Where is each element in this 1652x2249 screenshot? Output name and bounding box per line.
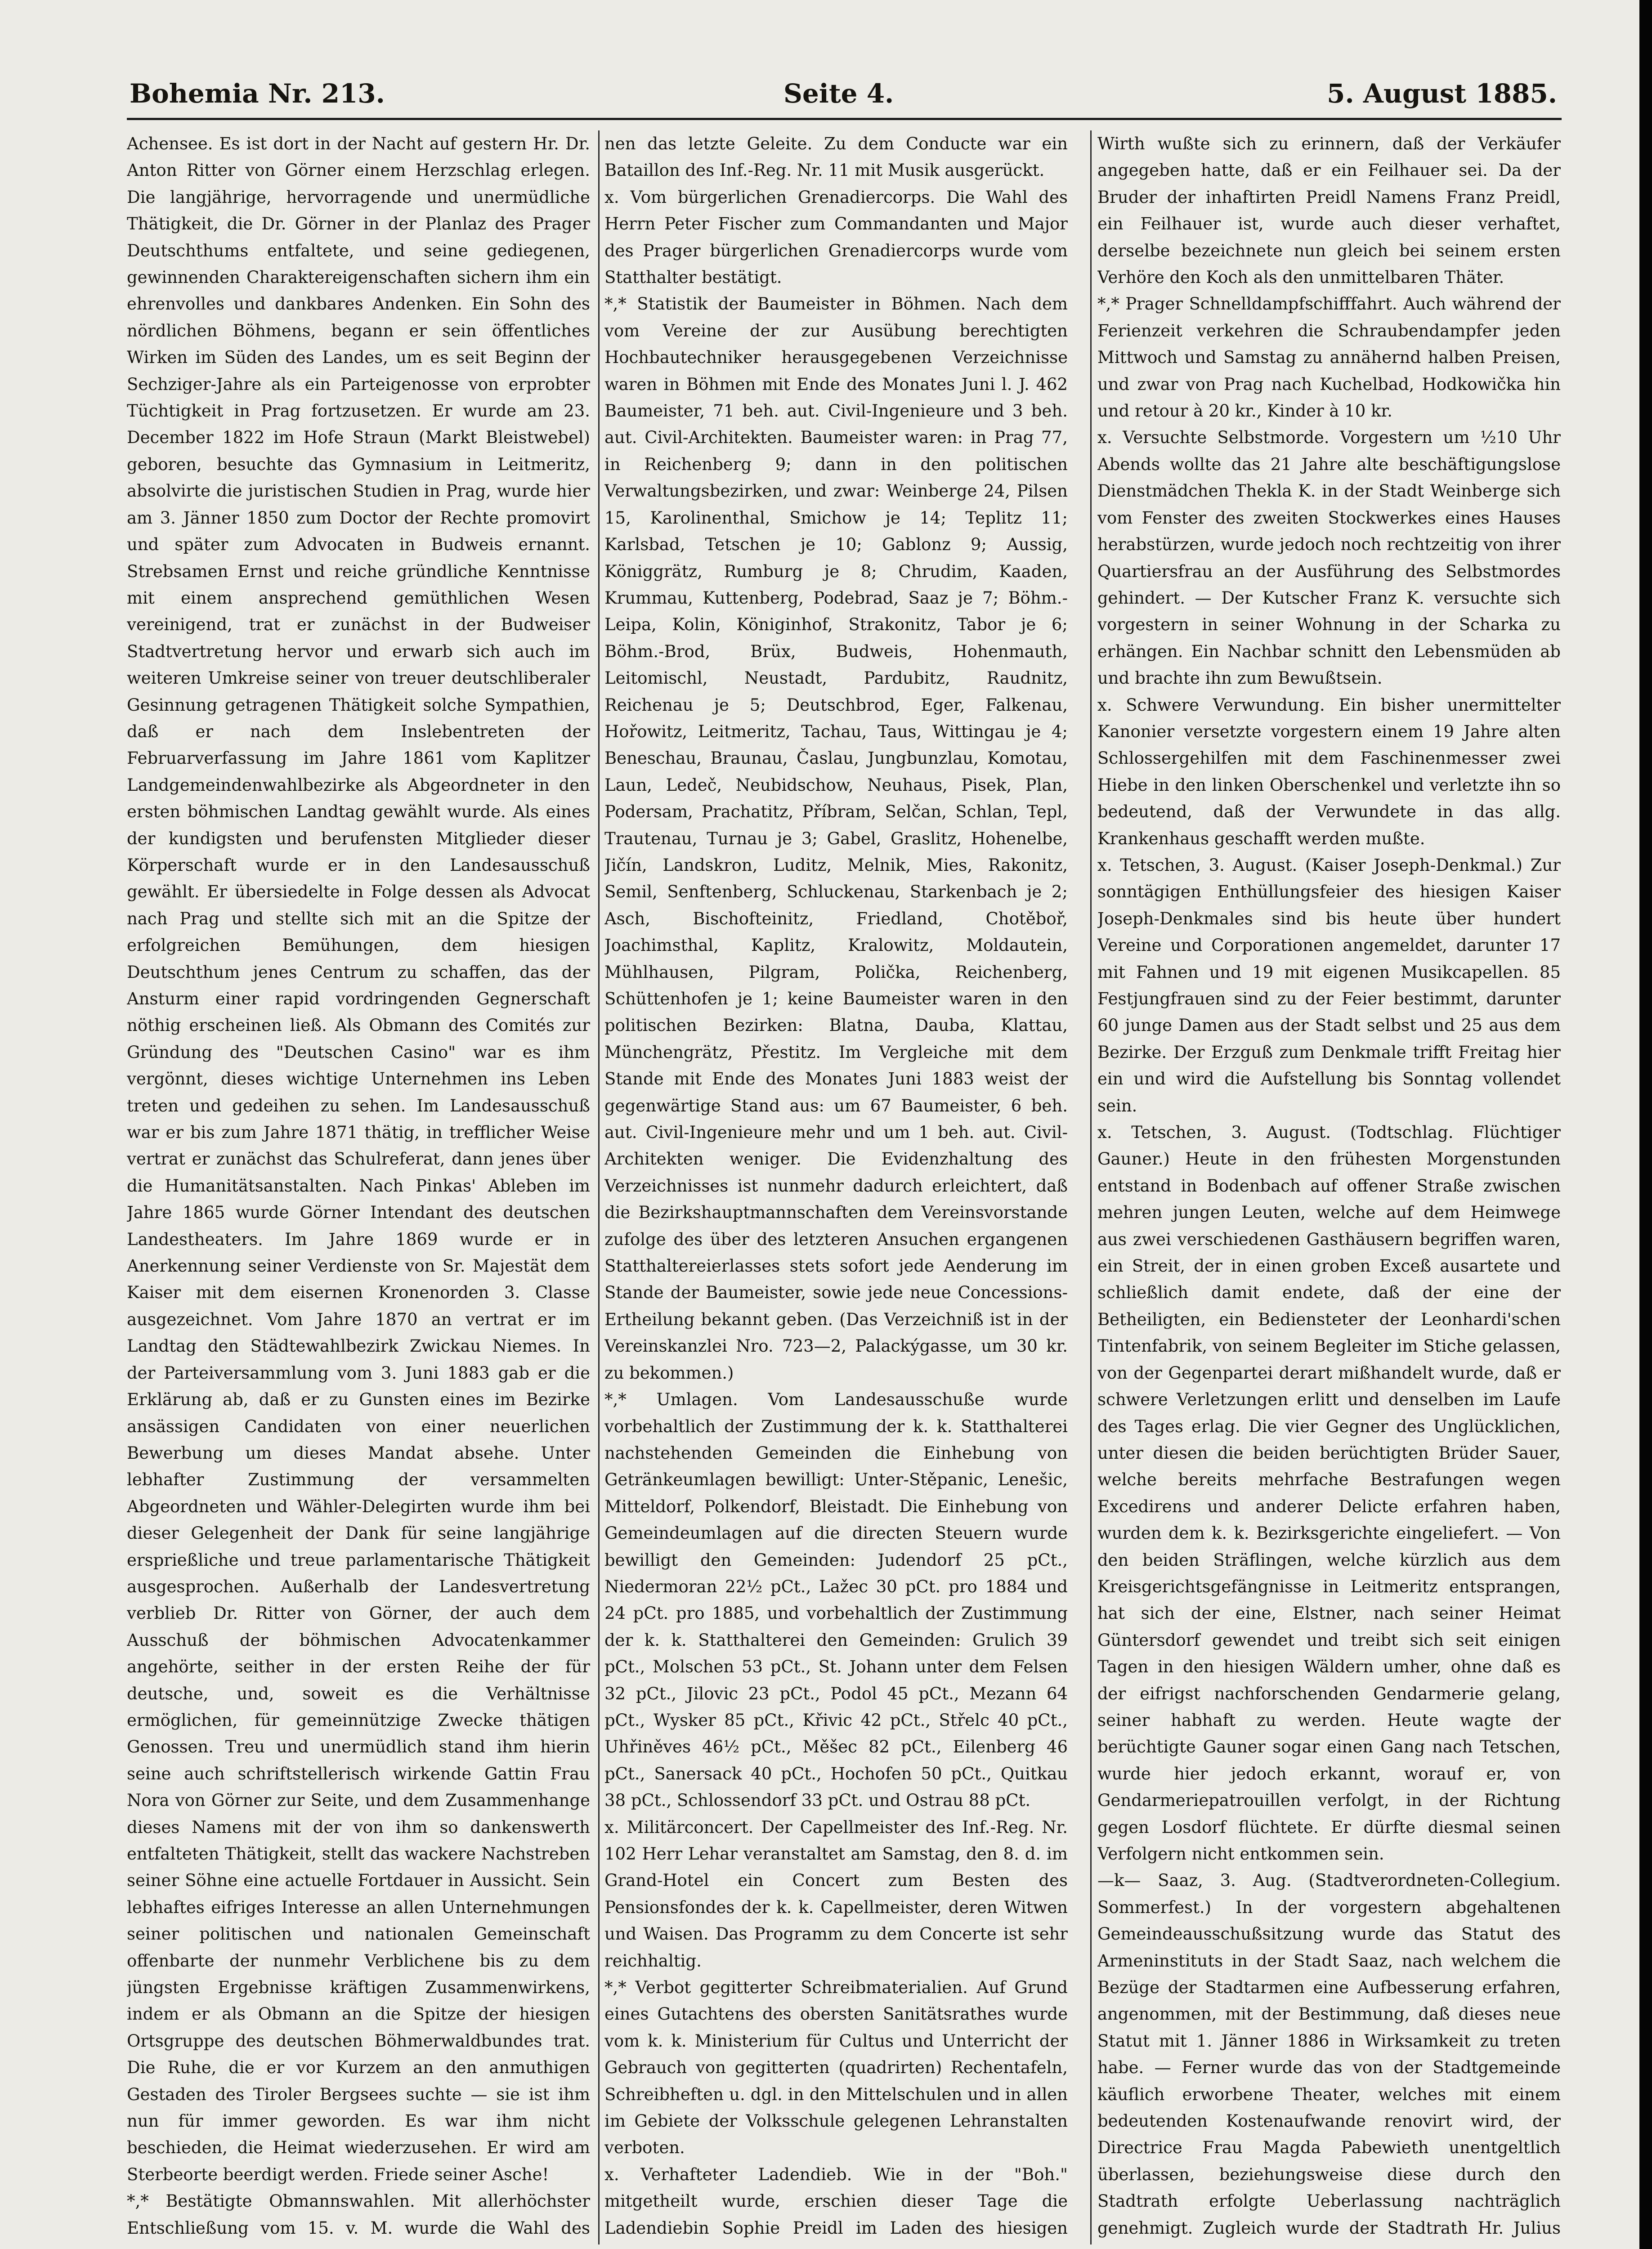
article-ladendieb-cont: Wirth wußte sich zu erinnern, daß der Verkäufer angegeben hatte, daß er ein Feilhauer sei. Da der Bruder der inhaftirten Preidl Namens Franz Preidl, ein Feilhauer ist, wurde auch dieser verhaftet, derselbe bezeichnete nun gleich bei seinem ersten Verhöre den Koch als den unmittelbaren Thäter.: [1097, 134, 1561, 287]
article-verwundung: x. Schwere Verwundung. Ein bisher unermittelter Kanonier versetzte vorgestern einem 19 Jahre alten Schlossergehilfen mit dem Faschinenmesser zwei Hiebe in den linken Oberschenkel und verletzte ihn so bedeutend, daß der Verwundete in das allg. Krankenhaus geschafft werden mußte.: [1097, 695, 1561, 848]
article-ladendieb: x. Verhafteter Ladendieb. Wie in der "Boh." mitgetheilt wurde, erschien dieser Tage die Ladendiebin Sophie Preidl im Laden des hiesigen: [604, 2164, 1068, 2238]
article-saaz: —k— Saaz, 3. Aug. (Stadtverordneten-Collegium. Sommerfest.) In der vorgestern abgehaltenen Gemeindeausschußsitzung wurde das Statut des Armeninstituts in der Stadt Saaz, nach welchem die Bezüge der Stadtarmen eine Aufbesserung erfahren, angenommen, mit der Bestimmung, daß dieses neue Statut mit 1. Jänner 1886 in Wirksamkeit zu treten habe. — Ferner wurde das von der Stadtgemeinde käuflich erworbene Theater, welches mit einem bedeutenden Kostenaufwande renovirt wird, der Directrice Frau Magda Pabewieth unentgeltlich überlassen, beziehungsweise diese durch den Stadtrath erfolgte Ueberlassung nachträglich genehmigt. Zugleich wurde der Stadtrath Hr. Julius: [1097, 1871, 1561, 2238]
header-rule: [127, 118, 1562, 120]
column-3: [1097, 130, 1561, 2245]
column-divider: [1090, 130, 1092, 2245]
article-obmannswahlen: *,* Bestätigte Obmannswahlen. Mit allerhöchster Entschließung vom 15. v. M. wurde die Wahl des: [127, 2191, 590, 2238]
issue-date: 5. August 1885.: [1327, 78, 1557, 109]
article-militaerconcert: x. Militärconcert. Der Capellmeister des Inf.-Reg. Nr. 102 Herr Lehar veranstaltet am Samstag, den 8. d. im Grand-Hotel ein Concert zum Besten des Pensionsfondes der k. k. Capellmeister, deren Witwen und Waisen. Das Programm zu dem Concerte ist sehr reichhaltig.: [604, 1817, 1068, 1971]
column-1: [127, 130, 590, 2245]
article-selbstmorde: x. Versuchte Selbstmorde. Vorgestern um ½10 Uhr Abends wollte das 21 Jahre alte beschäftigungslose Dienstmädchen Thekla K. in der Stadt Weinberge sich vom Fenster des zweiten Stockwerkes eines Hauses herabstürzen, wurde jedoch noch rechtzeitig von ihrer Quartiersfrau an der Ausführung des Selbstmordes gehindert. — Der Kutscher Franz K. versuchte sich vorgestern in seiner Wohnung in der Scharka zu erhängen. Ein Nachbar schnitt den Lebensmüden ab und brachte ihn zum Bewußtsein.: [1097, 428, 1561, 688]
article-schreibmaterialien: *,* Verbot gegitterter Schreibmaterialien. Auf Grund eines Gutachtens des obersten Sanitätsrathes wurde vom k. k. Ministerium für Cultus und Unterricht der Gebrauch von gegitterten (quadrirten) Rechentafeln, Schreibheften u. dgl. in den Mittelschulen und in allen im Gebiete der Volksschule gelegenen Lehranstalten verboten.: [604, 1978, 1068, 2158]
page-edge-border: [1639, 0, 1652, 2249]
article-tetschen-denkmal: x. Tetschen, 3. August. (Kaiser Joseph-Denkmal.) Zur sonntägigen Enthüllungsfeier des hiesigen Kaiser Joseph-Denkmales sind bis heute über hundert Vereine und Corporationen angemeldet, darunter 17 mit Fahnen und 19 mit eigenen Musikcapellen. 85 Festjungfrauen sind zu der Feier bestimmt, darunter 60 junge Damen aus der Stadt selbst und 25 aus dem Bezirke. Der Erzguß zum Denkmale trifft Freitag hier ein und wird die Aufstellung bis Sonntag vollendet sein.: [1097, 855, 1561, 1116]
article-goerner-obituary: Achensee. Es ist dort in der Nacht auf gestern Hr. Dr. Anton Ritter von Görner einem Herzschlag erlegen. Die langjährige, hervorragende und unermüdliche Thätigkeit, die Dr. Görner in der Planlaz des Prager Deutschthums entfaltete, und seine gediegenen, gewinnenden Charaktereigenschaften sichern ihm ein ehrenvolles und dankbares Andenken. Ein Sohn des nördlichen Böhmens, begann er sein öffentliches Wirken im Süden des Landes, um es seit Beginn der Sechziger-Jahre als ein Parteigenosse von erprobter Tüchtigkeit in Prag fortzusetzen. Er wurde am 23. December 1822 im Hofe Straun (Markt Bleistwebel) geboren, besuchte das Gymnasium in Leitmeritz, absolvirte die juristischen Studien in Prag, wurde hier am 3. Jänner 1850 zum Doctor der Rechte promovirt und später zum Advocaten in Budweis ernannt. Strebsamen Ernst und reiche gründliche Kenntnisse mit einem ansprechend gemüthlichen Wesen vereinigend, trat er zunächst in der Budweiser Stadtvertretung hervor und erwarb sich auch im weiteren Umkreise seiner von treuer deutschliberaler Gesinnung getragenen Thätigkeit solche Sympathien, daß er nach dem Inslebentreten der Februarverfassung im Jahre 1861 vom Kaplitzer Landgemeindenwahlbezirke als Abgeordneter in den ersten böhmischen Landtag gewählt wurde. Als eines der kundigsten und berufensten Mitglieder dieser Körperschaft wurde er in den Landesausschuß gewählt. Er übersiedelte in Folge dessen als Advocat nach Prag und stellte sich mit an die Spitze der erfolgreichen Bemühungen, dem hiesigen Deutschthum jenes Centrum zu schaffen, das der Ansturm einer rapid vordringenden Gegnerschaft nöthig erscheinen ließ. Als Obmann des Comités zur Gründung des "Deutschen Casino" war es ihm vergönnt, dieses wichtige Unternehmen ins Leben treten und gedeihen zu sehen. Im Landesausschuß war er bis zum Jahre 1871 thätig, in trefflicher Weise vertrat er zunächst das Schulreferat, dann jenes über die Humanitätsanstalten. Nach Pinkas' Ableben im Jahre 1865 wurde Görner Intendant des deutschen Landestheaters. Im Jahre 1869 wurde er in Anerkennung seiner Verdienste von Sr. Majestät dem Kaiser mit dem eisernen Kronenorden 3. Classe ausgezeichnet. Vom Jahre 1870 an vertrat er im Landtag den Städtewahlbezirk Zwickau Niemes. In der Parteiversammlung vom 3. Juni 1883 gab er die Erklärung ab, daß er zu Gunsten eines im Bezirke ansässigen Candidaten von einer neuerlichen Bewerbung um dieses Mandat absehe. Unter lebhafter Zustimmung der versammelten Abgeordneten und Wähler-Delegirten wurde ihm bei dieser Gelegenheit der Dank für seine langjährige ersprießliche und treue parlamentarische Thätigkeit ausgesprochen. Außerhalb der Landesvertretung verblieb Dr. Ritter von Görner, der auch dem Ausschuß der böhmischen Advocatenkammer angehörte, seither in der ersten Reihe der für deutsche, und, soweit es die Verhältnisse ermöglichen, für gemeinnützige Zwecke thätigen Genossen. Treu und unermüdlich stand ihm hierin seine auch schriftstellerisch wirkende Gattin Frau Nora von Görner zur Seite, und dem Zusammenhange dieses Namens mit der von ihm so dankenswerth entfalteten Thätigkeit, stellt das wackere Nachstreben seiner Söhne eine actuelle Fortdauer in Aussicht. Sein lebhaftes eifriges Interesse an allen Unternehmungen seiner politischen und nationalen Gemeinschaft offenbarte der nunmehr Verblichene bis zu dem jüngsten Ergebnisse kräftigen Zusammenwirkens, indem er als Obmann an die Spitze der hiesigen Ortsgruppe des deutschen Böhmerwaldbundes trat. Die Ruhe, die er vor Kurzem an den anmuthigen Gestaden des Tiroler Bergsees suchte — sie ist ihm nun für immer geworden. Es war ihm nicht beschieden, die Heimat wiederzusehen. Er wird am Sterbeorte beerdigt werden. Friede seiner Asche!: [127, 134, 590, 2184]
page-header: [127, 72, 1562, 112]
article-tetschen-todtschlag: x. Tetschen, 3. August. (Todtschlag. Flüchtiger Gauner.) Heute in den frühesten Morgenstunden entstand in Bodenbach auf offener Straße zwischen mehren jungen Leuten, welche auf dem Heimwege aus zwei verschiedenen Gasthäusern begriffen waren, ein Streit, der in einen groben Exceß ausartete und schließlich damit endete, daß der eine der Betheiligten, ein Bediensteter der Leonhardi'schen Tintenfabrik, von seinem Begleiter im Stiche gelassen, von der Gegenpartei derart mißhandelt wurde, daß er schwere Verletzungen erlitt und denselben im Laufe des Tages erlag. Die vier Gegner des Unglücklichen, unter diesen die beiden berüchtigten Brüder Sauer, welche bereits mehrfache Bestrafungen wegen Excedirens und anderer Delicte erfahren haben, wurden dem k. k. Bezirksgerichte eingeliefert. — Von den beiden Sträflingen, welche kürzlich aus dem Kreisgerichtsgefängnisse in Leitmeritz entsprangen, hat sich der eine, Elstner, nach seiner Heimat Güntersdorf gewendet und treibt sich seit einigen Tagen in den hiesigen Wäldern umher, ohne daß es der eifrigst nachforschenden Gendarmerie gelang, seiner habhaft zu werden. Heute wagte der berüchtigte Gauner sogar einen Gang nach Tetschen, wurde hier jedoch erkannt, worauf er, von Gendarmeriepatrouillen verfolgt, in der Richtung gegen Losdorf flüchtete. Er dürfte diesmal seinen Verfolgern nicht entkommen sein.: [1097, 1123, 1561, 1864]
article-leichenbegaengnis-cont: nen das letzte Geleite. Zu dem Conducte war ein Bataillon des Inf.-Reg. Nr. 11 mit Musik ausgerückt.: [604, 134, 1068, 180]
page-number: Seite 4.: [783, 78, 894, 109]
article-grenadiercorps: x. Vom bürgerlichen Grenadiercorps. Die Wahl des Herrn Peter Fischer zum Commandanten und Major des Prager bürgerlichen Grenadiercorps wurde vom Statthalter bestätigt.: [604, 187, 1068, 287]
column-divider: [598, 130, 600, 2245]
article-umlagen: *,* Umlagen. Vom Landesausschuße wurde vorbehaltlich der Zustimmung der k. k. Statthalterei nachstehenden Gemeinden die Einhebung von Getränkeumlagen bewilligt: Unter-Stěpanic, Lenešic, Mitteldorf, Polkendorf, Bleistadt. Die Einhebung von Gemeindeumlagen auf die directen Steuern wurde bewilligt den Gemeinden: Judendorf 25 pCt., Niedermoran 22½ pCt., Lažec 30 pCt. pro 1884 und 24 pCt. pro 1885, und vorbehaltlich der Zustimmung der k. k. Statthalterei den Gemeinden: Grulich 39 pCt., Molschen 53 pCt., St. Johann unter dem Felsen 32 pCt., Jilovic 23 pCt., Podol 45 pCt., Mezann 64 pCt., Wysker 85 pCt., Křivic 42 pCt., Střelc 40 pCt., Uhřiněves 46½ pCt., Měšec 82 pCt., Eilenberg 46 pCt., Sanersack 40 pCt., Hochofen 50 pCt., Quitkau 38 pCt., Schlossendorf 33 pCt. und Ostrau 88 pCt.: [604, 1390, 1068, 1810]
column-2: [604, 130, 1068, 2245]
newspaper-issue: Bohemia Nr. 213.: [130, 78, 385, 109]
article-schnelldampfschifffahrt: *,* Prager Schnelldampfschifffahrt. Auch während der Ferienzeit verkehren die Schraubendampfer jeden Mittwoch und Samstag zu annähernd halben Preisen, und zwar von Prag nach Kuchelbad, Hodkowička hin und retour à 20 kr., Kinder à 10 kr.: [1097, 294, 1561, 421]
article-baumeister-statistik: *,* Statistik der Baumeister in Böhmen. Nach dem vom Vereine der zur Ausübung berechtigten Hochbautechniker herausgegebenen Verzeichnisse waren in Böhmen mit Ende des Monates Juni l. J. 462 Baumeister, 71 beh. aut. Civil-Ingenieure und 3 beh. aut. Civil-Architekten. Baumeister waren: in Prag 77, in Reichenberg 9; dann in den politischen Verwaltungsbezirken, und zwar: Weinberge 24, Pilsen 15, Karolinenthal, Smichow je 14; Teplitz 11; Karlsbad, Tetschen je 10; Gablonz 9; Aussig, Königgrätz, Rumburg je 8; Chrudim, Kaaden, Krummau, Kuttenberg, Podebrad, Saaz je 7; Böhm.-Leipa, Kolin, Königinhof, Strakonitz, Tabor je 6; Böhm.-Brod, Brüx, Budweis, Hohenmauth, Leitomischl, Neustadt, Pardubitz, Raudnitz, Reichenau je 5; Deutschbrod, Eger, Falkenau, Hořowitz, Leitmeritz, Tachau, Taus, Wittingau je 4; Beneschau, Braunau, Časlau, Jungbunzlau, Komotau, Laun, Ledeč, Neubidschow, Neuhaus, Pisek, Plan, Podersam, Prachatitz, Příbram, Selčan, Schlan, Tepl, Trautenau, Turnau je 3; Gabel, Graslitz, Hohenelbe, Jičín, Landskron, Luditz, Melnik, Mies, Rakonitz, Semil, Senftenberg, Schluckenau, Starkenbach je 2; Asch, Bischofteinitz, Friedland, Chotěboř, Joachimsthal, Kaplitz, Kralowitz, Moldautein, Mühlhausen, Pilgram, Polička, Reichenberg, Schüttenhofen je 1; keine Baumeister waren in den politischen Bezirken: Blatna, Dauba, Klattau, Münchengrätz, Přestitz. Im Vergleiche mit dem Stande mit Ende des Monates Juni 1883 weist der gegenwärtige Stand aus: um 67 Baumeister, 6 beh. aut. Civil-Ingenieure mehr und um 1 beh. aut. Civil-Architekten weniger. Die Evidenzhaltung des Verzeichnisses ist nunmehr dadurch erleichtert, daß die Bezirkshauptmannschaften dem Vereinsvorstande zufolge des über des letzteren Ansuchen ergangenen Statthaltereierlasses stets sofort jede Aenderung im Stande der Baumeister, sowie jede neue Concessions-Ertheilung bekannt geben. (Das Verzeichniß ist in der Vereinskanzlei Nro. 723—2, Palackýgasse, um 30 kr. zu bekommen.): [604, 294, 1068, 1383]
